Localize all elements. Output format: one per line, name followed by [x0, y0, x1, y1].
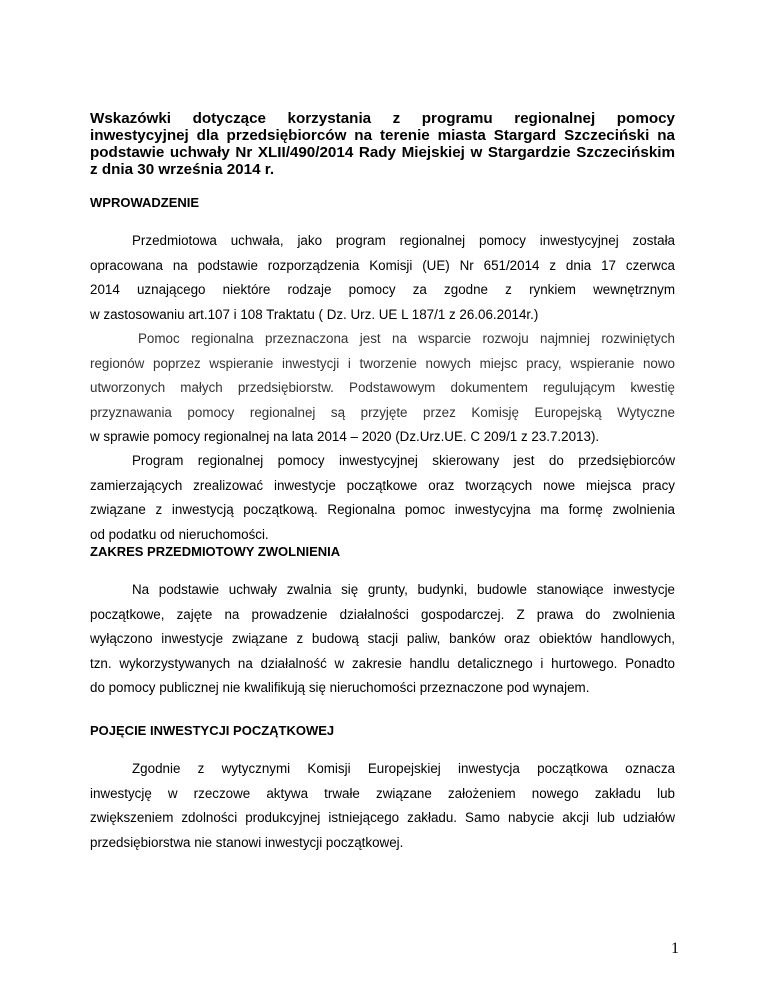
- paragraph-line: od podatku od nieruchomości.: [90, 526, 269, 542]
- paragraph-line: przyznawania pomocy regionalnej są przyjęte przez Komisję Europejską Wytyczne: [90, 404, 675, 420]
- concept-paragraph-1: [90, 757, 675, 855]
- paragraph-line: opracowana na podstawie rozporządzenia Komisji (UE) Nr 651/2014 z dnia 17 czerwca: [90, 257, 675, 273]
- paragraph-line: wyłączono inwestycje związane z budową stacji paliw, banków oraz obiektów handlowych,: [90, 631, 675, 646]
- intro-paragraph-1: [90, 229, 675, 327]
- paragraph-line: Pomoc regionalna przeznaczona jest na wsparcie rozwoju najmniej rozwiniętych: [138, 331, 675, 346]
- intro-paragraph-2: [90, 327, 675, 450]
- paragraph-line: regionów poprzez wspieranie inwestycji i tworzenie nowych miejsc pracy, wspieranie nowo: [90, 355, 675, 371]
- paragraph-line: w zastosowaniu art.107 i 108 Traktatu ( Dz. Urz. UE L 187/1 z 26.06.2014r.): [90, 306, 539, 322]
- intro-paragraph-3: [90, 449, 675, 547]
- paragraph-line: 2014 uznającego niektóre rodzaje pomocy za zgodne z rynkiem wewnętrznym: [90, 282, 675, 297]
- paragraph-line: przedsiębiorstwa nie stanowi inwestycji początkowej.: [90, 834, 404, 850]
- title-line: z dnia 30 września 2014 r.: [90, 161, 275, 178]
- paragraph-line: zamierzających zrealizować inwestycje początkowe oraz tworzących nowe miejsca pracy: [90, 477, 675, 493]
- paragraph-line: początkowe, zajęte na prowadzenie działalności gospodarczej. Z prawa do zwolnienia: [90, 606, 675, 622]
- page-number: 1: [671, 940, 679, 957]
- section-heading-scope: ZAKRES PRZEDMIOTOWY ZWOLNIENIA: [90, 544, 341, 559]
- title-line: podstawie uchwały Nr XLII/490/2014 Rady Miejskiej w Stargardzie Szczecińskim: [90, 144, 675, 161]
- scope-paragraph-1: [90, 578, 675, 701]
- title-line: Wskazówki dotyczące korzystania z programu regionalnej pomocy: [90, 110, 675, 127]
- paragraph-line: do pomocy publicznej nie kwalifikują się nieruchomości przeznaczone pod wynajem.: [90, 680, 590, 695]
- document-page: [90, 110, 675, 850]
- paragraph-line: Przedmiotowa uchwała, jako program regionalnej pomocy inwestycyjnej została: [132, 233, 675, 248]
- paragraph-line: związane z inwestycją początkową. Regionalna pomoc inwestycyjna ma formę zwolnienia: [90, 502, 675, 517]
- paragraph-line: zwiększeniem zdolności produkcyjnej istniejącego zakładu. Samo nabycie akcji lub udziałów: [90, 810, 675, 825]
- paragraph-line: Na podstawie uchwały zwalnia się grunty, budynki, budowle stanowiące inwestycje: [132, 582, 675, 597]
- paragraph-line: Program regionalnej pomocy inwestycyjnej skierowany jest do przedsiębiorców: [132, 453, 675, 468]
- paragraph-line: Zgodnie z wytycznymi Komisji Europejskiej inwestycja początkowa oznacza: [132, 761, 675, 776]
- section-heading-concept: POJĘCIE INWESTYCJI POCZĄTKOWEJ: [90, 723, 335, 738]
- paragraph-line: tzn. wykorzystywanych na działalność w zakresie handlu detalicznego i hurtowego. Ponadto: [90, 655, 675, 671]
- document-title: [90, 110, 675, 178]
- paragraph-line: utworzonych małych przedsiębiorstw. Podstawowym dokumentem regulującym kwestię: [90, 380, 675, 395]
- section-heading-intro: WPROWADZENIE: [90, 195, 200, 210]
- paragraph-line: inwestycję w rzeczowe aktywa trwałe związane założeniem nowego zakładu lub: [90, 785, 675, 801]
- title-line: inwestycyjnej dla przedsiębiorców na terenie miasta Stargard Szczeciński na: [90, 127, 675, 144]
- paragraph-line: w sprawie pomocy regionalnej na lata 2014 – 2020 (Dz.Urz.UE. C 209/1 z 23.7.2013).: [90, 429, 600, 444]
